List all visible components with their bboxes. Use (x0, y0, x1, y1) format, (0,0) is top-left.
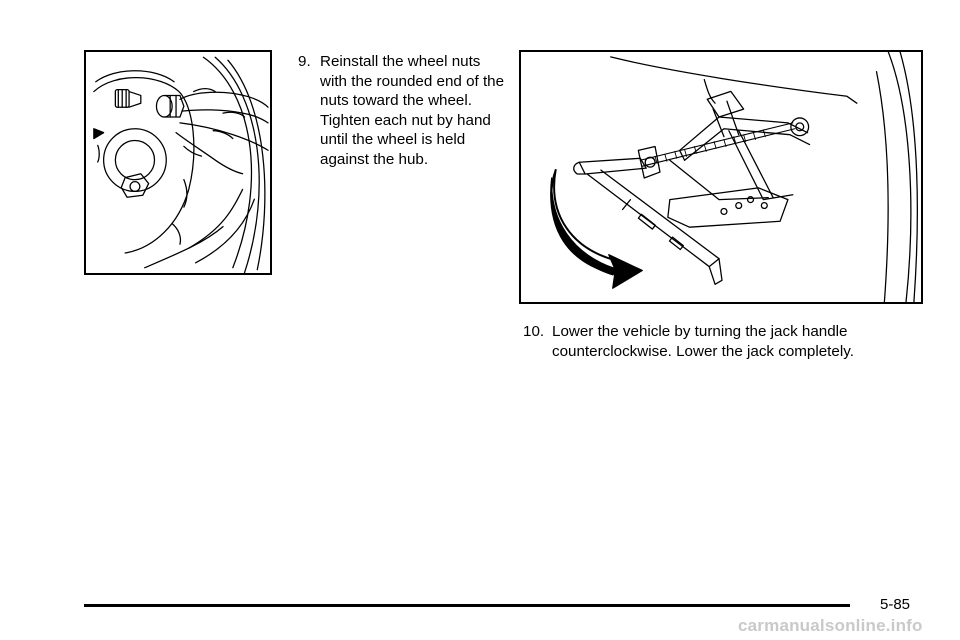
step-10-number: 10. (523, 323, 545, 340)
step-9-number: 9. (298, 53, 311, 70)
footer-rule (84, 604, 850, 607)
step-9-text: Reinstall the wheel nuts with the rounded end of the nuts toward the wheel. Tighten each nut by hand until the wheel is held against the hub. (320, 53, 505, 168)
jack-lowering-illustration (519, 50, 923, 304)
step-10 (523, 322, 903, 361)
step-10-text: Lower the vehicle by turning the jack handle counterclockwise. Lower the jack completely. (552, 323, 854, 360)
step-9 (298, 52, 508, 169)
wheel-nut-illustration (84, 50, 272, 275)
page-number: 5-85 (880, 596, 911, 613)
watermark: carmanualsonline.info (738, 616, 923, 635)
